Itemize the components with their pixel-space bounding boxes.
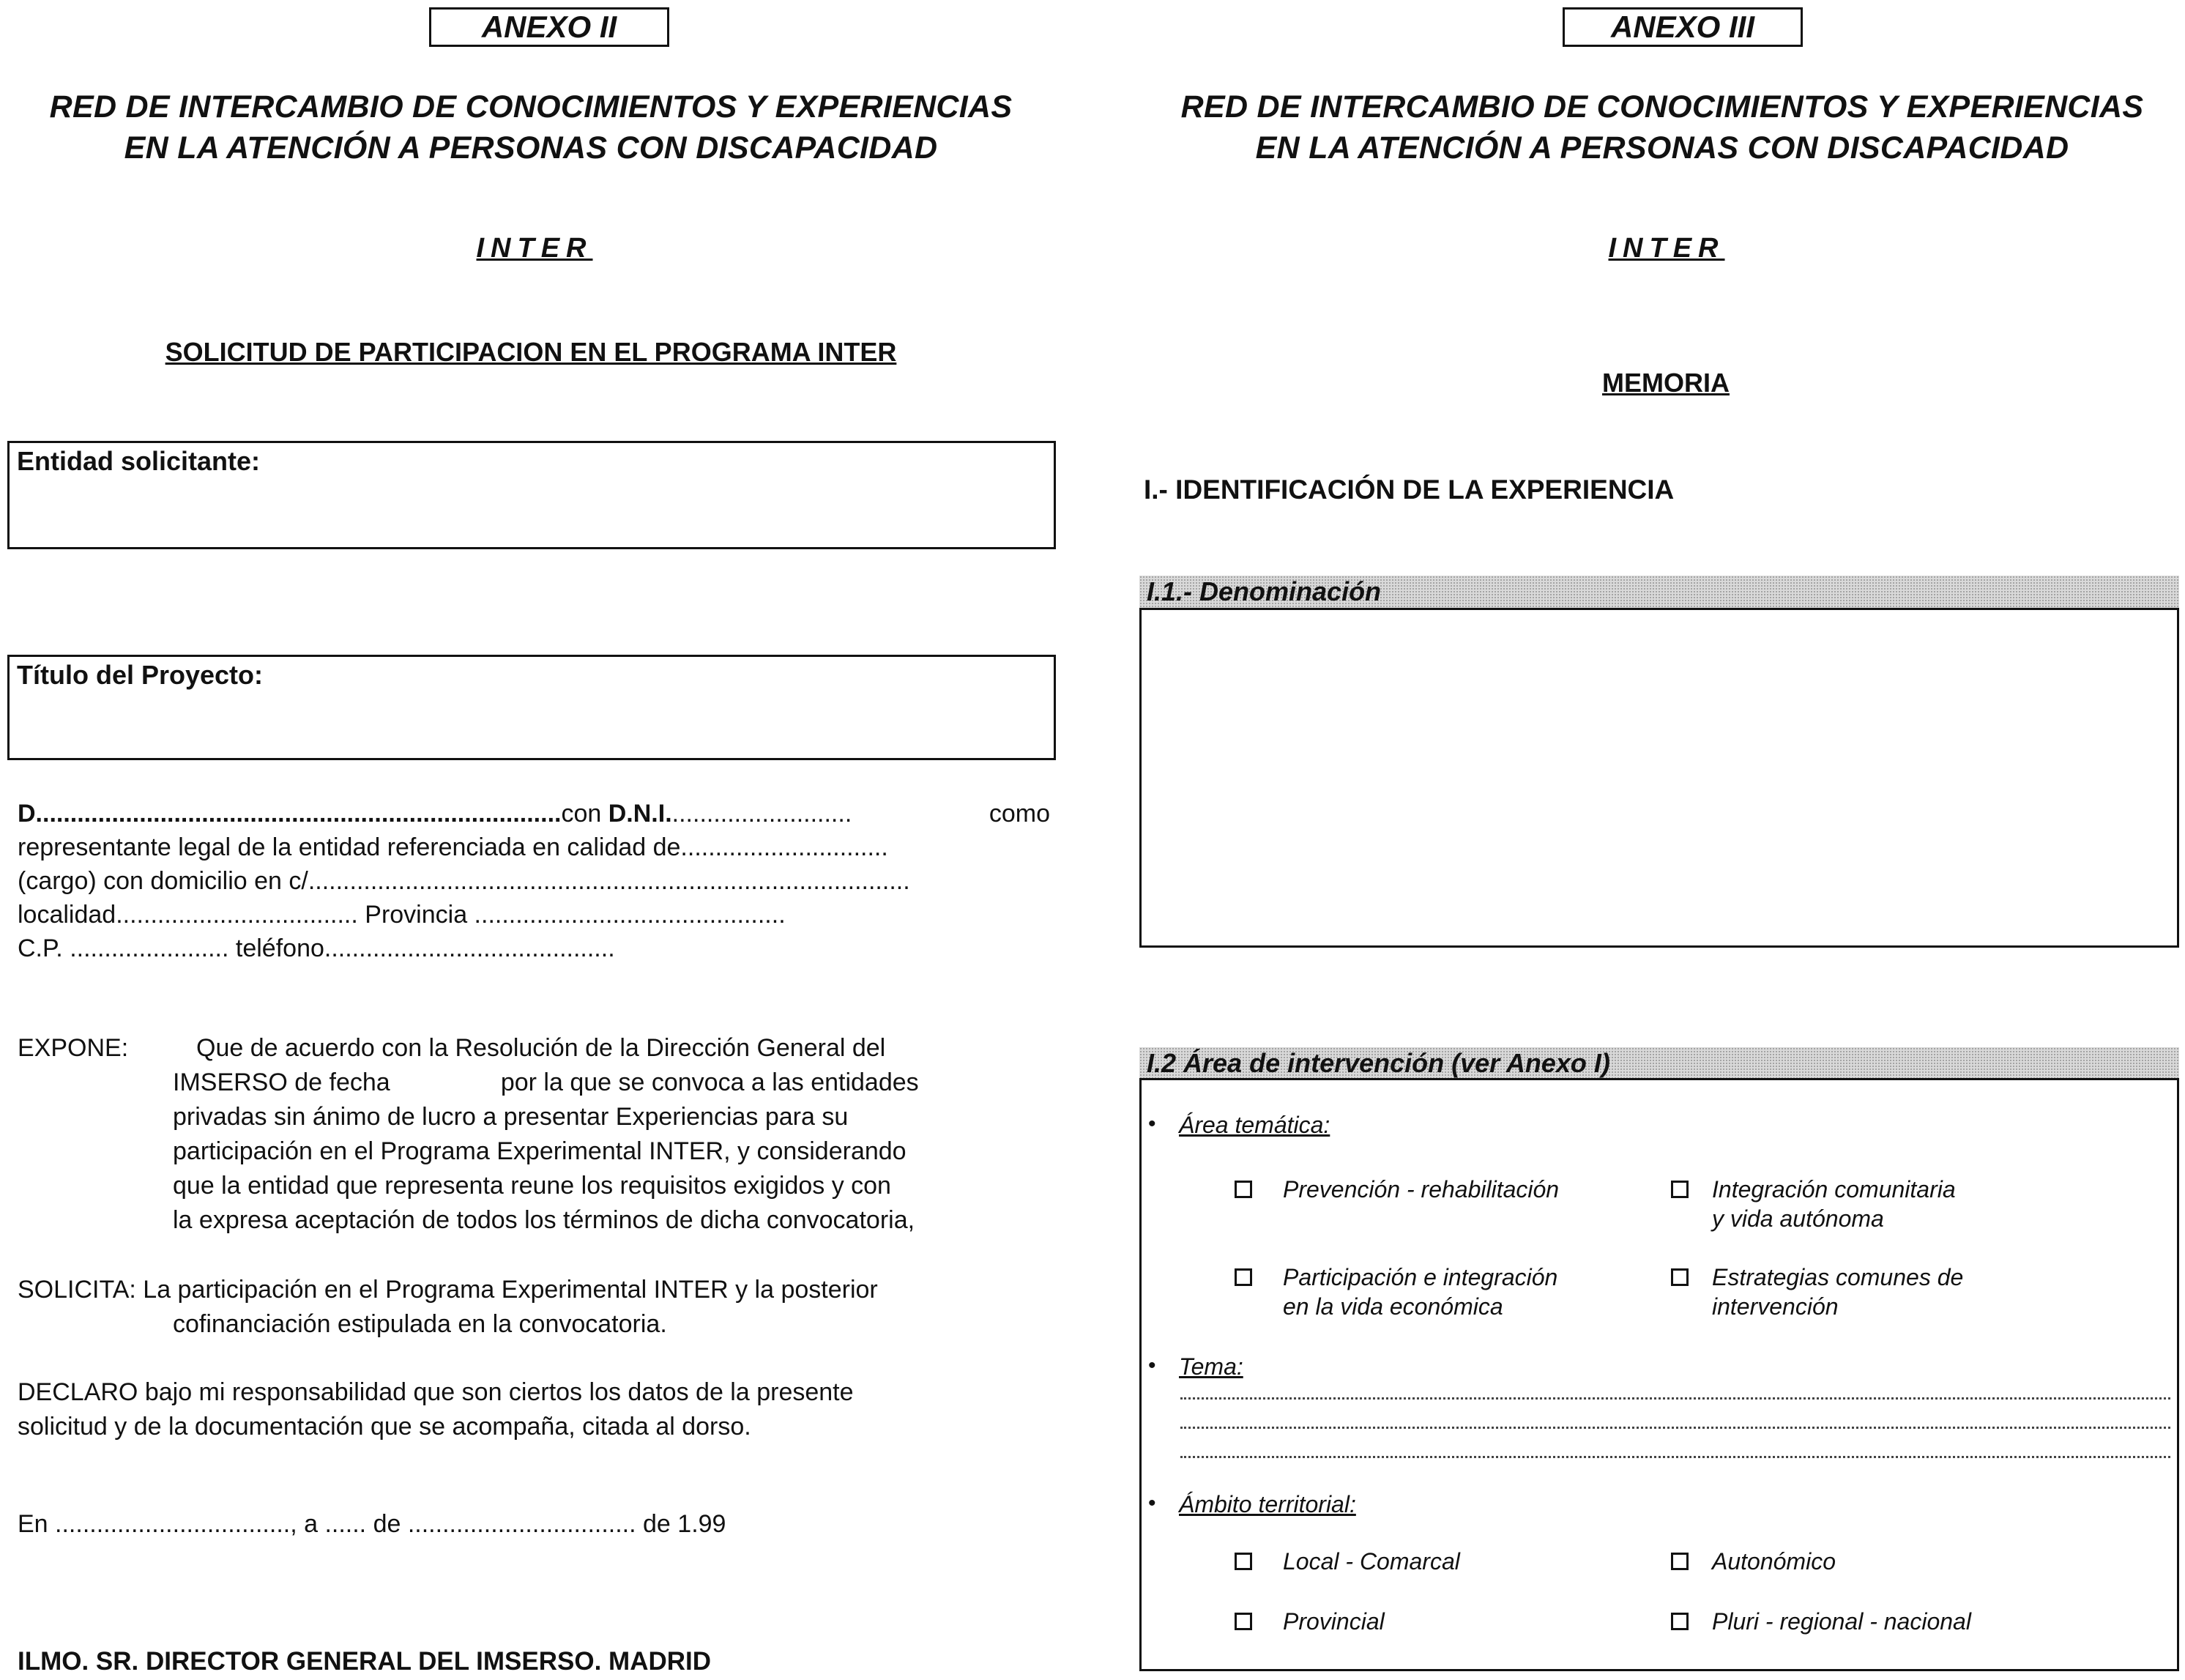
option-integracion [1712, 1175, 1956, 1233]
dni-dots: .......................... [671, 800, 852, 828]
option-provincial: Provincial [1283, 1608, 1385, 1635]
option-prevencion: Prevención - rehabilitación [1283, 1176, 1560, 1203]
expone-first-line: Que de acuerdo con la Resolución de la Dirección General del [196, 1034, 886, 1062]
solicita-line1: SOLICITA: La participación en el Programa Experimental INTER y la posterior [18, 1276, 878, 1304]
denominacion-box[interactable] [1139, 608, 2179, 948]
titulo-field[interactable] [7, 655, 1056, 760]
right-program-name: INTER [1608, 233, 1725, 264]
area-tematica-label: Área temática: [1179, 1112, 1330, 1138]
expone-line3: privadas sin ánimo de lucro a presentar Experiencias para su [173, 1103, 849, 1131]
left-network-title [7, 86, 1054, 168]
checkbox-pluri[interactable] [1671, 1613, 1689, 1630]
checkbox-autonomico[interactable] [1671, 1553, 1689, 1570]
d-dots: ........................................................................... [42, 800, 562, 828]
titulo-label: Título del Proyecto: [17, 660, 264, 690]
entidad-field[interactable] [7, 441, 1056, 549]
option-participacion-line1: Participación e integración [1283, 1264, 1558, 1290]
bullet-tema: • [1148, 1353, 1156, 1378]
annex-iii-label [1563, 7, 1803, 47]
denominacion-label: I.1.- Denominación [1147, 576, 1382, 606]
right-network-title [1139, 86, 2185, 168]
form-title: SOLICITUD DE PARTICIPACION EN EL PROGRAMA INTER [165, 337, 897, 367]
option-pluri: Pluri - regional - nacional [1712, 1608, 1971, 1635]
expone-line4: participación en el Programa Experimental INTER, y considerando [173, 1137, 907, 1165]
checkbox-provincial[interactable] [1235, 1613, 1252, 1630]
option-participacion [1283, 1263, 1557, 1321]
con-label: con [561, 800, 608, 828]
line-calidad: representante legal de la entidad referenciada en calidad de.............................. [18, 833, 888, 861]
entidad-label: Entidad solicitante: [17, 446, 261, 476]
line-domicilio: (cargo) con domicilio en c/....................................................................................... [18, 867, 910, 895]
line-representante [18, 797, 1050, 830]
tema-line-2[interactable] [1180, 1427, 2170, 1429]
left-title-line2: EN LA ATENCIÓN A PERSONAS CON DISCAPACIDAD [124, 130, 938, 166]
denominacion-header [1139, 576, 2179, 608]
option-autonomico: Autonómico [1712, 1548, 1836, 1575]
ambito-label: Ámbito territorial: [1179, 1491, 1356, 1517]
dni-label: D.N.I. [608, 800, 672, 828]
expone-line6: la expresa aceptación de todos los términos de dicha convocatoria, [173, 1206, 915, 1234]
left-title-line1: RED DE INTERCAMBIO DE CONOCIMIENTOS Y EXPERIENCIAS [49, 89, 1013, 124]
como-label: como [989, 800, 1050, 828]
declaro-line2: solicitud y de la documentación que se acompaña, citada al dorso. [18, 1413, 751, 1441]
line-cp: C.P. ....................... teléfono.......................................... [18, 934, 615, 962]
checkbox-prevencion[interactable] [1235, 1181, 1252, 1198]
d-label: D. [18, 800, 42, 828]
date-place-line: En .................................., a ...... de ................................. de 1.99 [18, 1510, 726, 1538]
expone-line2: IMSERSO de fecha por la que se convoca a las entidades [173, 1068, 919, 1096]
checkbox-participacion[interactable] [1235, 1268, 1252, 1286]
area-label: I.2 Área de intervención (ver Anexo I) [1147, 1048, 1610, 1078]
option-local: Local - Comarcal [1283, 1548, 1460, 1575]
tema-label: Tema: [1179, 1353, 1243, 1380]
checkbox-integracion[interactable] [1671, 1181, 1689, 1198]
bullet-ambito: • [1148, 1491, 1156, 1515]
tema-line-3[interactable] [1180, 1456, 2170, 1458]
annex-iii-text: ANEXO III [1610, 10, 1755, 44]
expone-line5: que la entidad que representa reune los requisitos exigidos y con [173, 1172, 891, 1200]
annex-ii-text: ANEXO II [481, 10, 617, 44]
tema-line-1[interactable] [1180, 1397, 2170, 1400]
checkbox-local[interactable] [1235, 1553, 1252, 1570]
option-integracion-line1: Integración comunitaria [1712, 1176, 1956, 1203]
area-box [1139, 1078, 2179, 1671]
option-participacion-line2: en la vida económica [1283, 1293, 1503, 1320]
left-program-name: INTER [476, 233, 593, 264]
option-estrategias-line1: Estrategias comunes de [1712, 1264, 1964, 1290]
option-integracion-line2: y vida autónoma [1712, 1205, 1884, 1232]
option-estrategias [1712, 1263, 1963, 1321]
declaro-line1: DECLARO bajo mi responsabilidad que son ciertos los datos de la presente [18, 1378, 854, 1406]
right-title-line1: RED DE INTERCAMBIO DE CONOCIMIENTOS Y EXPERIENCIAS [1180, 89, 2144, 124]
line-localidad: localidad................................... Provincia ............................................. [18, 901, 786, 929]
checkbox-estrategias[interactable] [1671, 1268, 1689, 1286]
annex-ii-label [429, 7, 669, 47]
section-identificacion: I.- IDENTIFICACIÓN DE LA EXPERIENCIA [1144, 475, 1675, 505]
addressee: ILMO. SR. DIRECTOR GENERAL DEL IMSERSO. MADRID [18, 1647, 712, 1676]
option-estrategias-line2: intervención [1712, 1293, 1839, 1320]
area-header [1139, 1047, 2179, 1079]
memoria-title: MEMORIA [1602, 368, 1730, 398]
right-title-line2: EN LA ATENCIÓN A PERSONAS CON DISCAPACIDAD [1255, 130, 2069, 166]
expone-label: EXPONE: [18, 1034, 129, 1062]
solicita-line2: cofinanciación estipulada en la convocatoria. [173, 1310, 667, 1338]
bullet-area-tematica: • [1148, 1112, 1156, 1136]
